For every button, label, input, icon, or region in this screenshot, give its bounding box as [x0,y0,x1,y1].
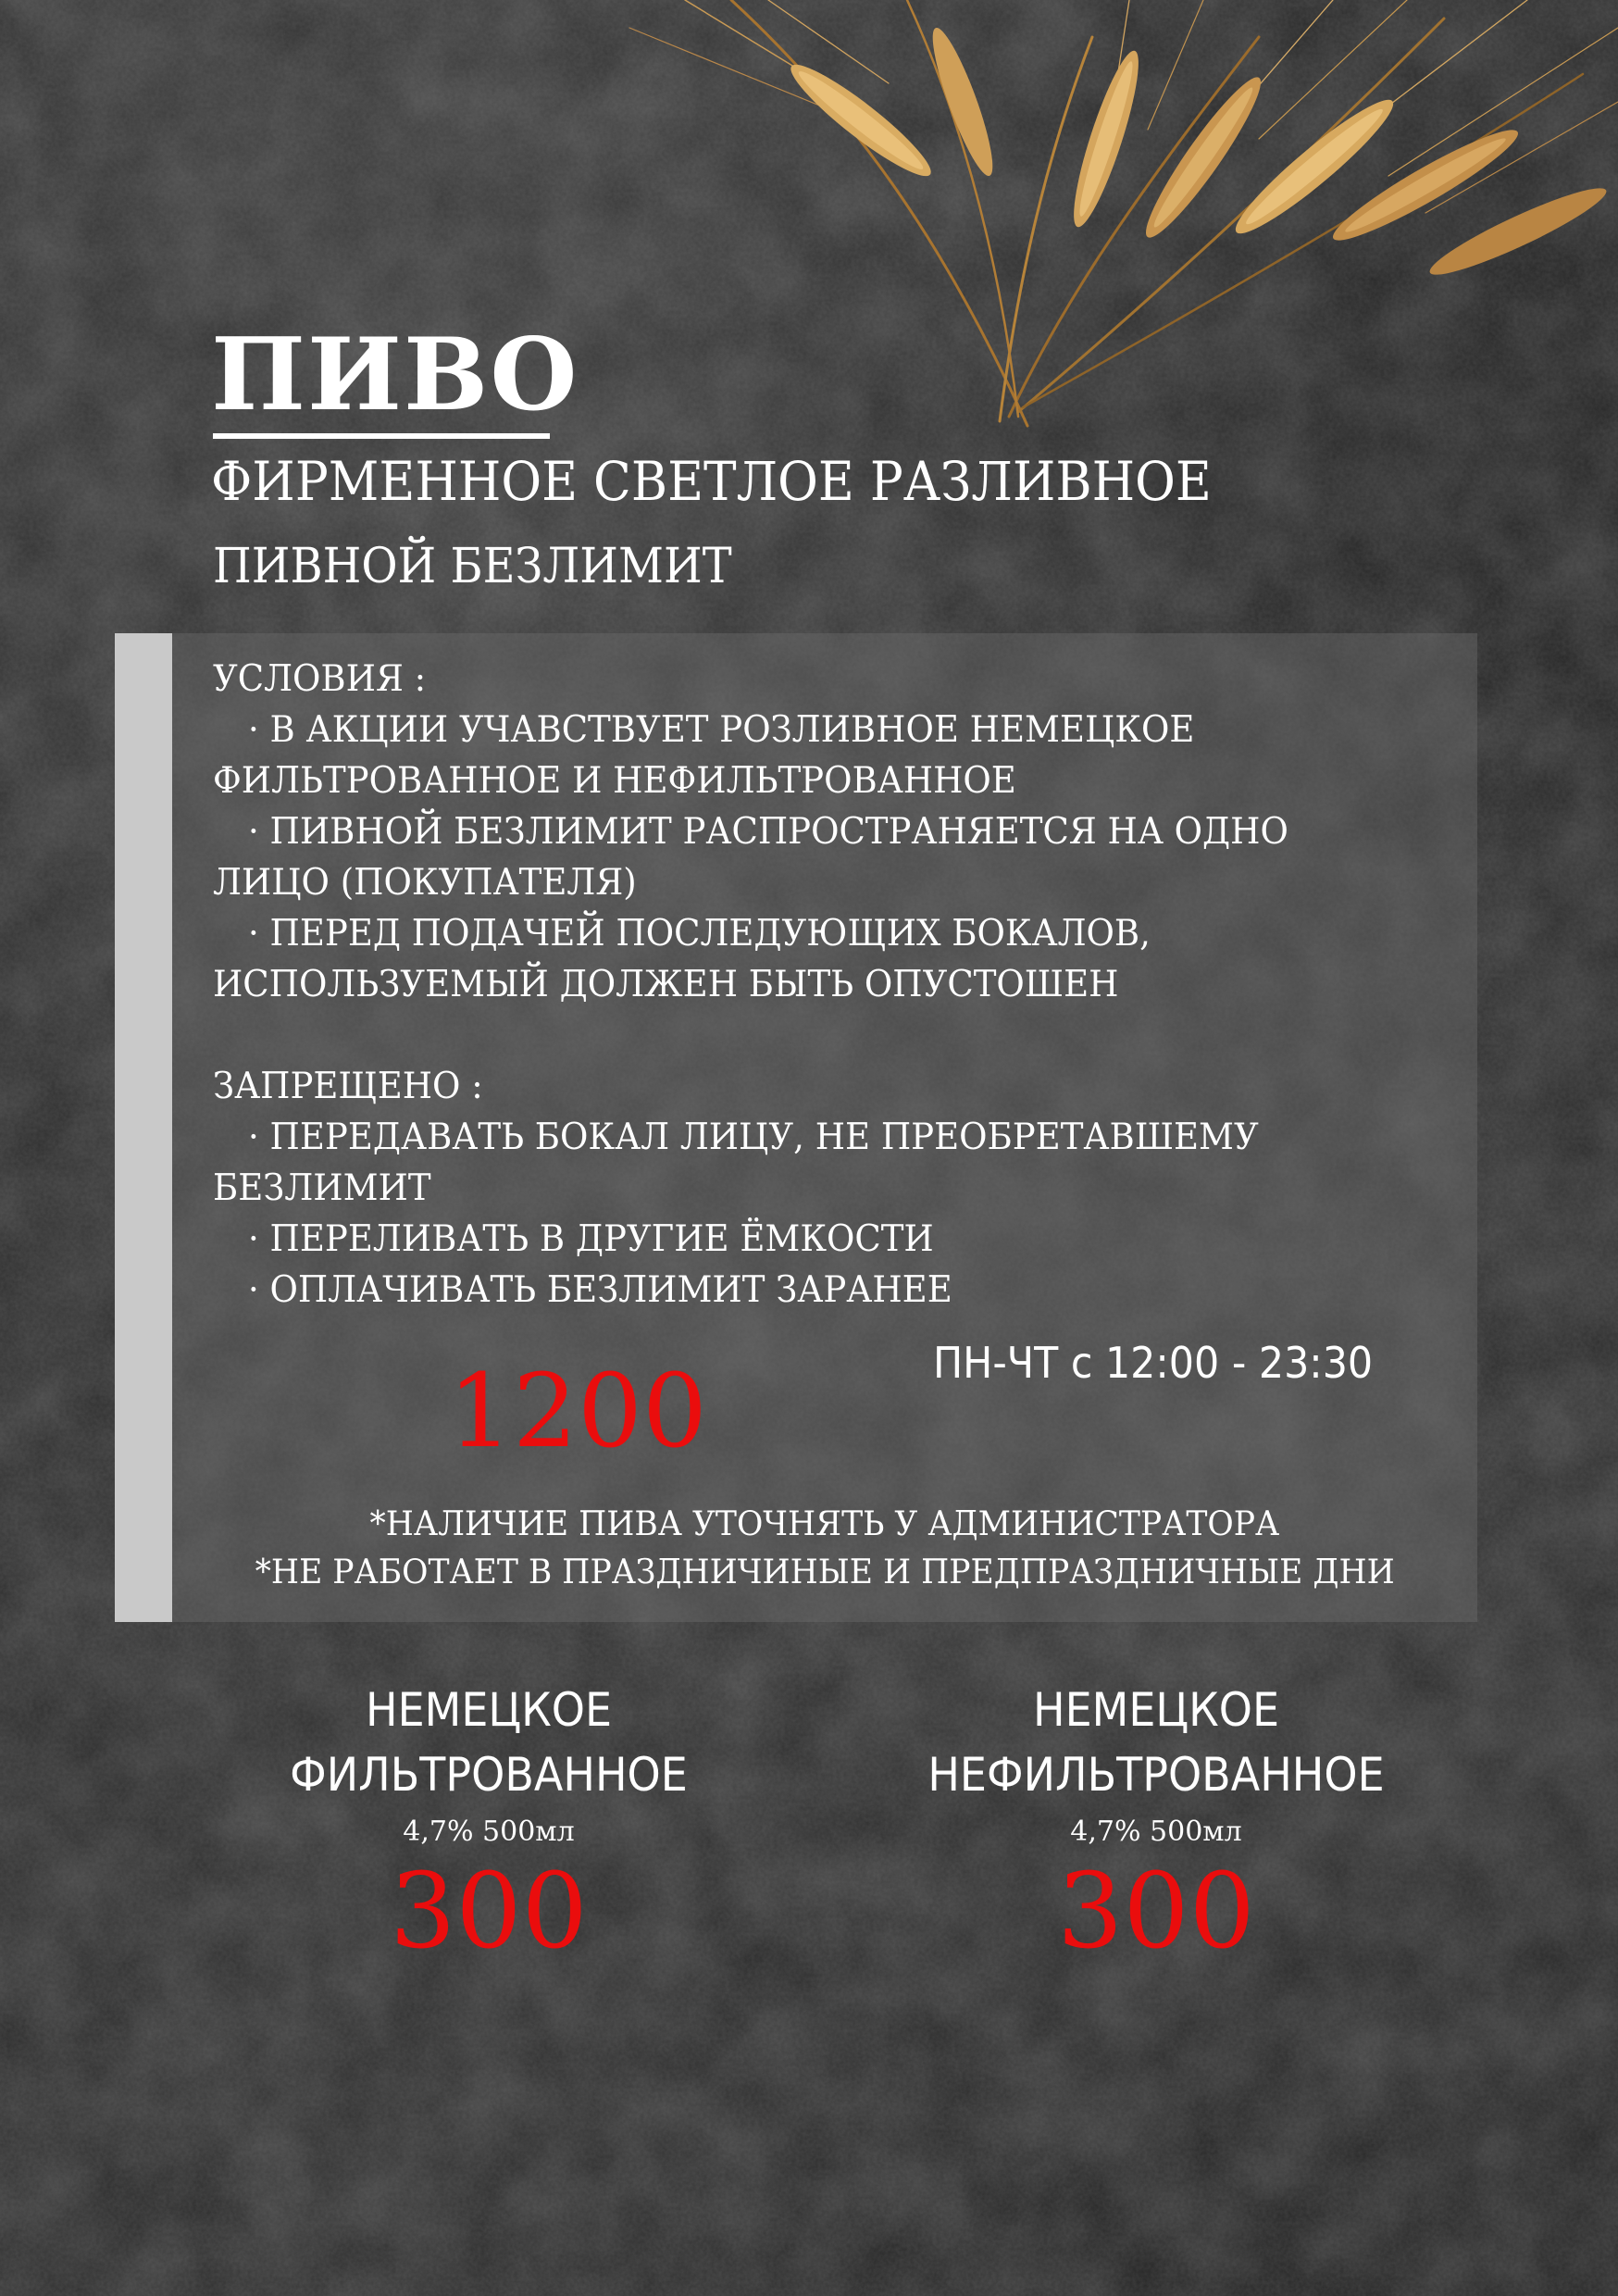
prohibited-heading: ЗАПРЕЩЕНО : [213,1066,483,1107]
prohibited-item-line: · ОПЛАЧИВАТЬ БЕЗЛИМИТ ЗАРАНЕЕ [248,1269,952,1311]
offer-price: 1200 [448,1352,707,1470]
notes-block [172,1501,1477,1597]
prohibited-item-line: БЕЗЛИМИТ [213,1167,431,1209]
product-name-line: НЕФИЛЬТРОВАННОЕ [927,1748,1385,1802]
conditions-heading: УСЛОВИЯ : [213,658,427,700]
product-price: 300 [390,1852,588,1972]
note-line: *НАЛИЧИЕ ПИВА УТОЧНЯТЬ У АДМИНИСТРАТОРА [369,1505,1280,1543]
product-card-filtered [165,1678,813,1972]
title-underline [213,433,550,439]
product-price: 300 [1057,1852,1255,1972]
offer-hours: ПН-ЧТ с 12:00 - 23:30 [933,1338,1374,1388]
product-name-line: НЕМЕЦКОЕ [1032,1683,1280,1737]
prohibited-item-line: · ПЕРЕЛИВАТЬ В ДРУГИЕ ЁМКОСТИ [248,1218,934,1260]
condition-item-line: ЛИЦО (ПОКУПАТЕЛЯ) [213,862,637,904]
prohibited-item-line: · ПЕРЕДАВАТЬ БОКАЛ ЛИЦУ, НЕ ПРЕОБРЕТАВШЕМУ [248,1117,1259,1158]
condition-item-line: · В АКЦИИ УЧАВСТВУЕТ РОЗЛИВНОЕ НЕМЕЦКОЕ [248,709,1195,751]
condition-item-line: ФИЛЬТРОВАННОЕ И НЕФИЛЬТРОВАННОЕ [213,760,1016,802]
note-line: *НЕ РАБОТАЕТ В ПРАЗДНИЧИНЫЕ И ПРЕДПРАЗДНИЧНЫЕ ДНИ [255,1554,1395,1591]
condition-item-line: · ПИВНОЙ БЕЗЛИМИТ РАСПРОСТРАНЯЕТСЯ НА ОДНО [248,811,1288,853]
product-spec: 4,7% 500мл [403,1816,575,1848]
conditions-panel-accent-bar [115,633,172,1622]
section-title-beer-unlimited: ПИВНОЙ БЕЗЛИМИТ [213,539,732,594]
product-name-line: ФИЛЬТРОВАННОЕ [290,1748,688,1802]
condition-item-line: ИСПОЛЬЗУЕМЫЙ ДОЛЖЕН БЫТЬ ОПУСТОШЕН [213,964,1119,1005]
spacer [213,1010,1453,1061]
wheat-ears-decoration [611,0,1618,435]
page-subtitle: ФИРМЕННОЕ СВЕТЛОЕ РАЗЛИВНОЕ [211,450,1212,513]
page-title: ПИВО [211,317,579,433]
product-name-line: НЕМЕЦКОЕ [365,1683,613,1737]
product-card-unfiltered [832,1678,1480,1972]
conditions-text-block [213,654,1453,1316]
condition-item-line: · ПЕРЕД ПОДАЧЕЙ ПОСЛЕДУЮЩИХ БОКАЛОВ, [248,913,1151,955]
conditions-panel [115,633,1477,1622]
product-spec: 4,7% 500мл [1070,1816,1242,1848]
